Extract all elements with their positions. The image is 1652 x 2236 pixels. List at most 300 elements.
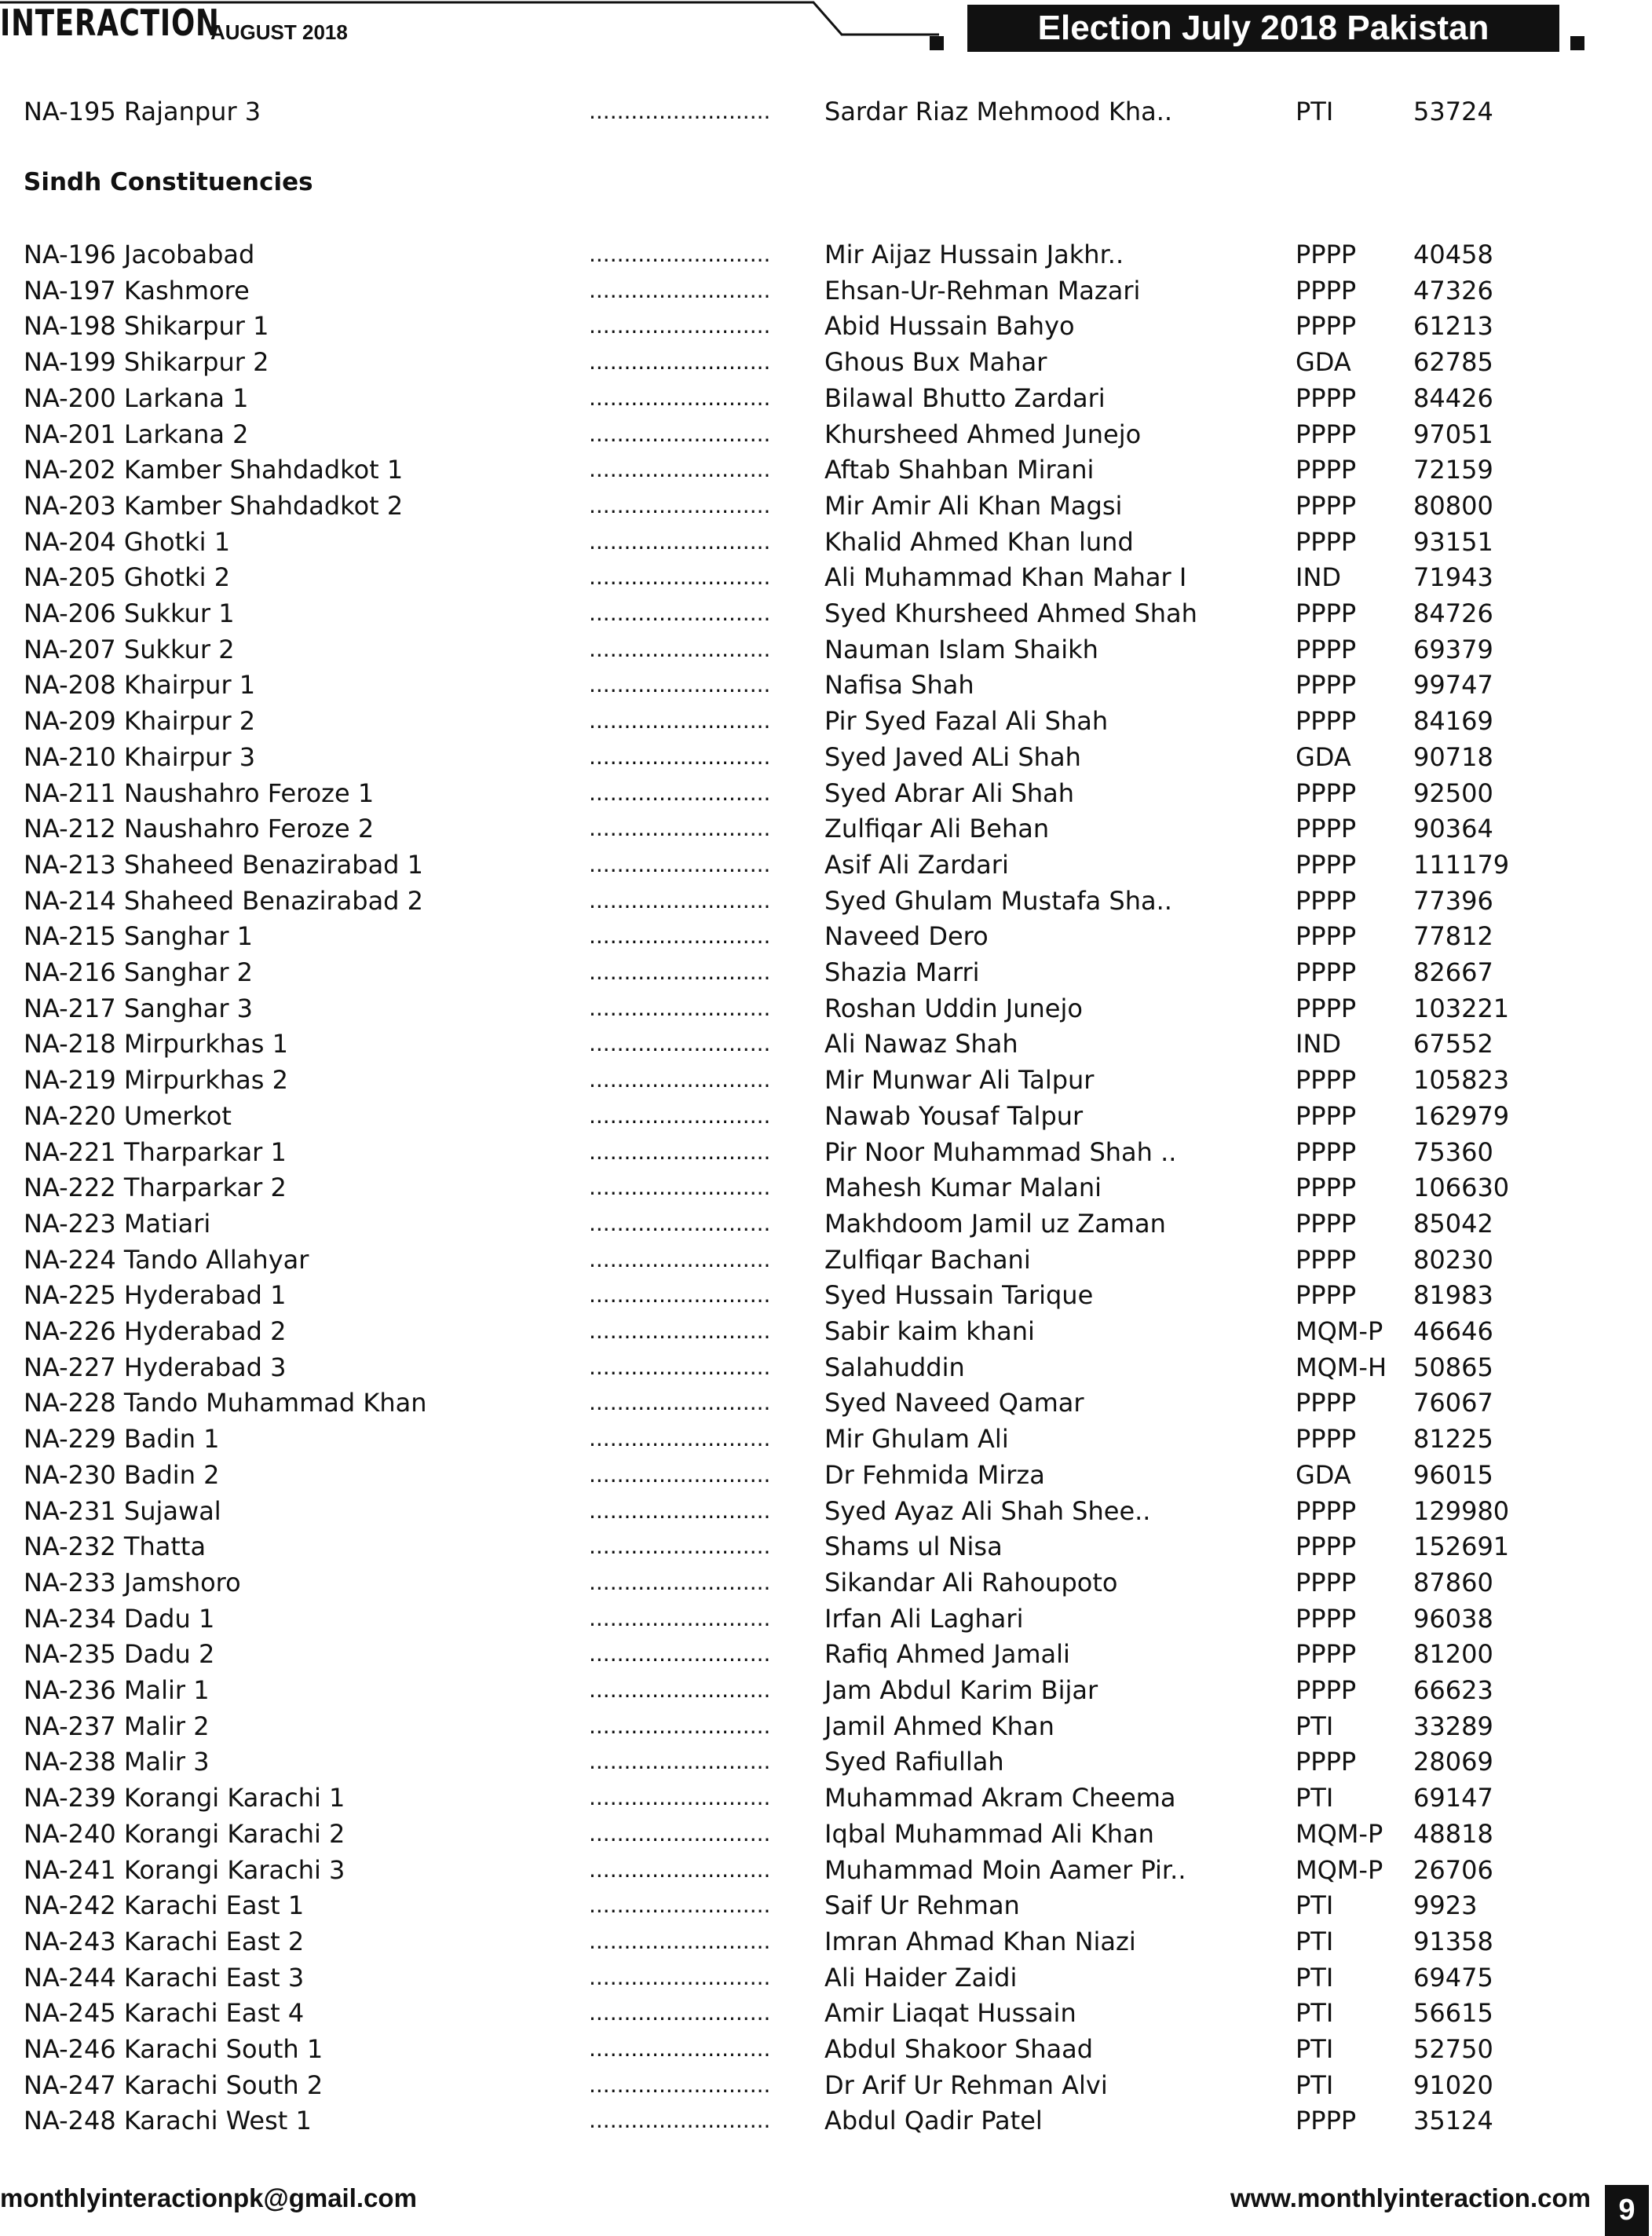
party-cell: MQM-P bbox=[1296, 1316, 1383, 1346]
constituency-cell: NA-243 Karachi East 2 bbox=[24, 1926, 305, 1956]
winner-cell: Abid Hussain Bahyo bbox=[824, 311, 1075, 342]
votes-cell: 35124 bbox=[1413, 2106, 1493, 2136]
winner-cell: Sabir kaim khani bbox=[824, 1316, 1035, 1346]
constituency-cell: NA-240 Korangi Karachi 2 bbox=[24, 1818, 345, 1849]
party-cell: PPPP bbox=[1296, 1532, 1357, 1562]
winner-cell: Shams ul Nisa bbox=[824, 1532, 1003, 1562]
dot-leader: .......................... bbox=[589, 1605, 771, 1631]
party-cell: PPPP bbox=[1296, 1065, 1357, 1096]
constituency-cell: NA-214 Shaheed Benazirabad 2 bbox=[24, 885, 424, 916]
table-row bbox=[0, 1960, 1652, 1995]
dot-leader: .......................... bbox=[589, 2071, 771, 2098]
party-cell: PTI bbox=[1296, 1783, 1334, 1813]
table-row bbox=[0, 1744, 1652, 1779]
votes-cell: 84726 bbox=[1413, 598, 1493, 628]
winner-cell: Mahesh Kumar Malani bbox=[824, 1173, 1102, 1203]
constituency-cell: NA-211 Naushahro Feroze 1 bbox=[24, 778, 375, 808]
table-row bbox=[0, 1601, 1652, 1636]
table-row bbox=[0, 381, 1652, 415]
votes-cell: 90718 bbox=[1413, 741, 1493, 772]
votes-cell: 52750 bbox=[1413, 2034, 1493, 2064]
table-row bbox=[0, 991, 1652, 1026]
votes-cell: 82667 bbox=[1413, 957, 1493, 987]
votes-cell: 96038 bbox=[1413, 1603, 1493, 1634]
constituency-cell: NA-227 Hyderabad 3 bbox=[24, 1352, 287, 1382]
winner-cell: Abdul Shakoor Shaad bbox=[824, 2034, 1094, 2064]
dot-leader: .......................... bbox=[589, 1425, 771, 1452]
dot-leader: .......................... bbox=[589, 923, 771, 950]
table-row bbox=[0, 1422, 1652, 1456]
dot-leader: .......................... bbox=[589, 1318, 771, 1344]
dot-leader: .......................... bbox=[589, 1282, 771, 1308]
party-cell: PPPP bbox=[1296, 455, 1357, 485]
table-row bbox=[0, 2068, 1652, 2102]
dot-leader: .......................... bbox=[589, 815, 771, 842]
winner-cell: Imran Ahmad Khan Niazi bbox=[824, 1926, 1136, 1956]
party-cell: PPPP bbox=[1296, 1388, 1357, 1418]
party-cell: PPPP bbox=[1296, 240, 1357, 269]
dot-leader: .......................... bbox=[589, 1102, 771, 1129]
dot-leader: .......................... bbox=[589, 528, 771, 554]
constituency-cell: NA-215 Sanghar 1 bbox=[24, 921, 254, 952]
votes-cell: 67552 bbox=[1413, 1029, 1493, 1059]
constituency-cell: NA-198 Shikarpur 1 bbox=[24, 311, 269, 342]
dot-leader: .......................... bbox=[589, 1174, 771, 1201]
table-row bbox=[0, 884, 1652, 918]
votes-cell: 48818 bbox=[1413, 1818, 1493, 1849]
table-row bbox=[0, 345, 1652, 379]
table-row bbox=[0, 776, 1652, 811]
constituency-cell: NA-236 Malir 1 bbox=[24, 1675, 210, 1705]
votes-cell: 53724 bbox=[1413, 97, 1493, 126]
votes-cell: 96015 bbox=[1413, 1459, 1493, 1490]
issue-date: AUGUST 2018 bbox=[210, 20, 348, 44]
dot-leader: .......................... bbox=[589, 564, 771, 591]
winner-cell: Asif Ali Zardari bbox=[824, 849, 1009, 880]
dot-leader: .......................... bbox=[589, 887, 771, 913]
dot-leader: .......................... bbox=[589, 959, 771, 985]
section-heading: Sindh Constituencies bbox=[24, 168, 313, 196]
table-row bbox=[0, 2103, 1652, 2138]
table-row bbox=[0, 1817, 1652, 1851]
votes-cell: 69147 bbox=[1413, 1783, 1493, 1813]
dot-leader: .......................... bbox=[589, 1677, 771, 1703]
party-cell: PPPP bbox=[1296, 2106, 1357, 2136]
votes-cell: 85042 bbox=[1413, 1208, 1493, 1239]
party-cell: PPPP bbox=[1296, 526, 1357, 557]
winner-cell: Aftab Shahban Mirani bbox=[824, 455, 1095, 485]
table-row bbox=[0, 1853, 1652, 1887]
winner-cell: Sardar Riaz Mehmood Kha.. bbox=[824, 97, 1173, 126]
party-cell: IND bbox=[1296, 1029, 1342, 1059]
dot-leader: .......................... bbox=[589, 492, 771, 518]
votes-cell: 81200 bbox=[1413, 1639, 1493, 1670]
votes-cell: 84426 bbox=[1413, 382, 1493, 413]
dot-leader: .......................... bbox=[589, 349, 771, 375]
winner-cell: Syed Rafiullah bbox=[824, 1747, 1004, 1777]
footer-website: www.monthlyinteraction.com bbox=[1230, 2183, 1591, 2212]
dot-leader: .......................... bbox=[589, 635, 771, 662]
constituency-cell: NA-225 Hyderabad 1 bbox=[24, 1280, 287, 1311]
table-row bbox=[0, 1170, 1652, 1205]
winner-cell: Mir Munwar Ali Talpur bbox=[824, 1065, 1095, 1096]
constituency-cell: NA-239 Korangi Karachi 1 bbox=[24, 1783, 345, 1813]
winner-cell: Mir Ghulam Ali bbox=[824, 1424, 1009, 1455]
winner-cell: Syed Hussain Tarique bbox=[824, 1280, 1094, 1311]
constituency-cell: NA-218 Mirpurkhas 1 bbox=[24, 1029, 288, 1059]
party-cell: PTI bbox=[1296, 97, 1334, 126]
dot-leader: .......................... bbox=[589, 98, 771, 124]
winner-cell: Syed Ghulam Mustafa Sha.. bbox=[824, 885, 1172, 916]
winner-cell: Nauman Islam Shaikh bbox=[824, 634, 1098, 664]
dot-leader: .......................... bbox=[589, 2000, 771, 2026]
party-cell: PPPP bbox=[1296, 1208, 1357, 1239]
dot-leader: .......................... bbox=[589, 1389, 771, 1416]
party-cell: PPPP bbox=[1296, 814, 1357, 844]
constituency-cell: NA-206 Sukkur 1 bbox=[24, 598, 235, 628]
votes-cell: 69379 bbox=[1413, 634, 1493, 664]
constituency-cell: NA-223 Matiari bbox=[24, 1208, 211, 1239]
table-row bbox=[0, 1242, 1652, 1277]
dot-leader: .......................... bbox=[589, 1353, 771, 1380]
party-cell: PTI bbox=[1296, 1926, 1334, 1956]
page-number: 9 bbox=[1605, 2185, 1649, 2236]
votes-cell: 81225 bbox=[1413, 1424, 1493, 1455]
winner-cell: Khursheed Ahmed Junejo bbox=[824, 419, 1142, 449]
party-cell: PPPP bbox=[1296, 778, 1357, 808]
winner-cell: Mir Amir Ali Khan Magsi bbox=[824, 490, 1123, 521]
constituency-cell: NA-247 Karachi South 2 bbox=[24, 2069, 323, 2100]
table-row bbox=[0, 273, 1652, 308]
party-cell: PPPP bbox=[1296, 634, 1357, 664]
footer-email: monthlyinteractionpk@gmail.com bbox=[0, 2183, 417, 2212]
constituency-cell: NA-207 Sukkur 2 bbox=[24, 634, 235, 664]
party-cell: MQM-P bbox=[1296, 1818, 1383, 1849]
winner-cell: Naveed Dero bbox=[824, 921, 989, 952]
party-cell: GDA bbox=[1296, 1459, 1351, 1490]
votes-cell: 129980 bbox=[1413, 1495, 1510, 1526]
dot-leader: .......................... bbox=[589, 779, 771, 806]
votes-cell: 91358 bbox=[1413, 1926, 1493, 1956]
table-row bbox=[0, 632, 1652, 667]
table-row bbox=[0, 417, 1652, 452]
table-row bbox=[0, 1709, 1652, 1744]
votes-cell: 50865 bbox=[1413, 1352, 1493, 1382]
votes-cell: 80230 bbox=[1413, 1244, 1493, 1275]
party-cell: PTI bbox=[1296, 2034, 1334, 2064]
votes-cell: 28069 bbox=[1413, 1747, 1493, 1777]
constituency-cell: NA-220 Umerkot bbox=[24, 1100, 232, 1131]
dot-leader: .......................... bbox=[589, 1784, 771, 1811]
votes-cell: 91020 bbox=[1413, 2069, 1493, 2100]
table-row bbox=[0, 740, 1652, 774]
party-cell: PPPP bbox=[1296, 1280, 1357, 1311]
votes-cell: 69475 bbox=[1413, 1962, 1493, 1993]
table-row bbox=[0, 1529, 1652, 1564]
winner-cell: Zulfiqar Bachani bbox=[824, 1244, 1031, 1275]
votes-cell: 152691 bbox=[1413, 1532, 1510, 1562]
party-cell: PPPP bbox=[1296, 921, 1357, 952]
winner-cell: Ali Muhammad Khan Mahar I bbox=[824, 562, 1187, 593]
dot-leader: .......................... bbox=[589, 276, 771, 303]
party-cell: PPPP bbox=[1296, 311, 1357, 342]
votes-cell: 162979 bbox=[1413, 1100, 1510, 1131]
constituency-cell: NA-233 Jamshoro bbox=[24, 1567, 241, 1597]
dot-leader: .......................... bbox=[589, 1568, 771, 1595]
winner-cell: Ali Nawaz Shah bbox=[824, 1029, 1018, 1059]
constituency-cell: NA-235 Dadu 2 bbox=[24, 1639, 215, 1670]
votes-cell: 81983 bbox=[1413, 1280, 1493, 1311]
constituency-cell: NA-245 Karachi East 4 bbox=[24, 1998, 305, 2029]
constituency-cell: NA-224 Tando Allahyar bbox=[24, 1244, 309, 1275]
winner-cell: Syed Javed ALi Shah bbox=[824, 741, 1081, 772]
table-row bbox=[0, 1314, 1652, 1349]
winner-cell: Rafiq Ahmed Jamali bbox=[824, 1639, 1070, 1670]
dot-leader: .......................... bbox=[589, 313, 771, 339]
constituency-cell: NA-244 Karachi East 3 bbox=[24, 1962, 305, 1993]
constituency-cell: NA-199 Shikarpur 2 bbox=[24, 347, 269, 378]
party-cell: PTI bbox=[1296, 1998, 1334, 2029]
table-row bbox=[0, 1027, 1652, 1061]
party-cell: PPPP bbox=[1296, 275, 1357, 306]
constituency-cell: NA-208 Khairpur 1 bbox=[24, 670, 256, 701]
votes-cell: 61213 bbox=[1413, 311, 1493, 342]
party-cell: PPPP bbox=[1296, 1100, 1357, 1131]
votes-cell: 33289 bbox=[1413, 1711, 1493, 1741]
party-cell: PPPP bbox=[1296, 1747, 1357, 1777]
party-cell: IND bbox=[1296, 562, 1342, 593]
constituency-cell: NA-197 Kashmore bbox=[24, 275, 250, 306]
dot-leader: .......................... bbox=[589, 1820, 771, 1846]
winner-cell: Nawab Yousaf Talpur bbox=[824, 1100, 1084, 1131]
dot-leader: .......................... bbox=[589, 994, 771, 1021]
party-cell: PPPP bbox=[1296, 1173, 1357, 1203]
constituency-cell: NA-246 Karachi South 1 bbox=[24, 2034, 323, 2064]
party-cell: PPPP bbox=[1296, 419, 1357, 449]
votes-cell: 106630 bbox=[1413, 1173, 1510, 1203]
table-row bbox=[0, 1673, 1652, 1707]
winner-cell: Nafisa Shah bbox=[824, 670, 974, 701]
party-cell: PPPP bbox=[1296, 1639, 1357, 1670]
table-row bbox=[0, 1135, 1652, 1169]
winner-cell: Muhammad Moin Aamer Pir.. bbox=[824, 1854, 1186, 1885]
dot-leader: .......................... bbox=[589, 1138, 771, 1165]
party-cell: PPPP bbox=[1296, 1136, 1357, 1167]
dot-leader: .......................... bbox=[589, 1209, 771, 1236]
winner-cell: Syed Ayaz Ali Shah Shee.. bbox=[824, 1495, 1151, 1526]
votes-cell: 75360 bbox=[1413, 1136, 1493, 1167]
votes-cell: 99747 bbox=[1413, 670, 1493, 701]
table-row bbox=[0, 237, 1652, 272]
winner-cell: Amir Liaqat Hussain bbox=[824, 1998, 1076, 2029]
party-cell: PPPP bbox=[1296, 1244, 1357, 1275]
winner-cell: Roshan Uddin Junejo bbox=[824, 993, 1083, 1023]
votes-cell: 80800 bbox=[1413, 490, 1493, 521]
votes-cell: 111179 bbox=[1413, 849, 1510, 880]
constituency-cell: NA-204 Ghotki 1 bbox=[24, 526, 231, 557]
section-banner: Election July 2018 Pakistan bbox=[967, 5, 1559, 52]
table-row bbox=[0, 1350, 1652, 1385]
winner-cell: Pir Syed Fazal Ali Shah bbox=[824, 706, 1109, 737]
dot-leader: .......................... bbox=[589, 384, 771, 411]
winner-cell: Abdul Qadir Patel bbox=[824, 2106, 1043, 2136]
votes-cell: 9923 bbox=[1413, 1890, 1478, 1921]
party-cell: PPPP bbox=[1296, 885, 1357, 916]
constituency-cell: NA-195 Rajanpur 3 bbox=[24, 97, 261, 126]
table-row bbox=[0, 1278, 1652, 1312]
constituency-cell: NA-213 Shaheed Benazirabad 1 bbox=[24, 849, 424, 880]
party-cell: PPPP bbox=[1296, 490, 1357, 521]
table-row bbox=[0, 1063, 1652, 1097]
votes-cell: 92500 bbox=[1413, 778, 1493, 808]
dot-leader: .......................... bbox=[589, 2036, 771, 2062]
dot-leader: .......................... bbox=[589, 1533, 771, 1560]
dot-leader: .......................... bbox=[589, 420, 771, 447]
constituency-cell: NA-248 Karachi West 1 bbox=[24, 2106, 312, 2136]
party-cell: PTI bbox=[1296, 1890, 1334, 1921]
table-row bbox=[0, 596, 1652, 631]
dot-leader: .......................... bbox=[589, 1067, 771, 1093]
dot-leader: .......................... bbox=[589, 1641, 771, 1667]
constituency-cell: NA-212 Naushahro Feroze 2 bbox=[24, 814, 375, 844]
winner-cell: Irfan Ali Laghari bbox=[824, 1603, 1024, 1634]
constituency-cell: NA-203 Kamber Shahdadkot 2 bbox=[24, 490, 404, 521]
dot-leader: .......................... bbox=[589, 2107, 771, 2134]
dot-leader: .......................... bbox=[589, 1892, 771, 1919]
magazine-title: INTERACTION bbox=[0, 2, 220, 44]
table-row bbox=[0, 452, 1652, 487]
constituency-cell: NA-238 Malir 3 bbox=[24, 1747, 210, 1777]
votes-cell: 46646 bbox=[1413, 1316, 1493, 1346]
party-cell: PPPP bbox=[1296, 849, 1357, 880]
table-row bbox=[0, 1637, 1652, 1671]
table-row bbox=[0, 1458, 1652, 1492]
party-cell: PPPP bbox=[1296, 1567, 1357, 1597]
party-cell: PPPP bbox=[1296, 993, 1357, 1023]
votes-cell: 40458 bbox=[1413, 240, 1493, 269]
party-cell: PTI bbox=[1296, 1711, 1334, 1741]
dot-leader: .......................... bbox=[589, 851, 771, 877]
table-row bbox=[0, 560, 1652, 595]
constituency-cell: NA-196 Jacobabad bbox=[24, 240, 255, 269]
votes-cell: 62785 bbox=[1413, 347, 1493, 378]
party-cell: PPPP bbox=[1296, 706, 1357, 737]
winner-cell: Zulfiqar Ali Behan bbox=[824, 814, 1050, 844]
winner-cell: Bilawal Bhutto Zardari bbox=[824, 382, 1106, 413]
constituency-cell: NA-228 Tando Muhammad Khan bbox=[24, 1388, 427, 1418]
constituency-cell: NA-232 Thatta bbox=[24, 1532, 206, 1562]
winner-cell: Ghous Bux Mahar bbox=[824, 347, 1047, 378]
winner-cell: Syed Abrar Ali Shah bbox=[824, 778, 1075, 808]
party-cell: GDA bbox=[1296, 347, 1351, 378]
party-cell: PPPP bbox=[1296, 1424, 1357, 1455]
winner-cell: Jam Abdul Karim Bijar bbox=[824, 1675, 1098, 1705]
table-row bbox=[0, 525, 1652, 559]
constituency-cell: NA-242 Karachi East 1 bbox=[24, 1890, 305, 1921]
winner-cell: Khalid Ahmed Khan lund bbox=[824, 526, 1134, 557]
votes-cell: 87860 bbox=[1413, 1567, 1493, 1597]
votes-cell: 47326 bbox=[1413, 275, 1493, 306]
dot-leader: .......................... bbox=[589, 708, 771, 734]
votes-cell: 93151 bbox=[1413, 526, 1493, 557]
dot-leader: .......................... bbox=[589, 743, 771, 770]
winner-cell: Mir Aijaz Hussain Jakhr.. bbox=[824, 240, 1124, 269]
dot-leader: .......................... bbox=[589, 1461, 771, 1488]
votes-cell: 77812 bbox=[1413, 921, 1493, 952]
votes-cell: 84169 bbox=[1413, 706, 1493, 737]
table-row bbox=[0, 1780, 1652, 1815]
constituency-cell: NA-231 Sujawal bbox=[24, 1495, 221, 1526]
winner-cell: Ehsan-Ur-Rehman Mazari bbox=[824, 275, 1141, 306]
dot-leader: .......................... bbox=[589, 1246, 771, 1272]
constituency-cell: NA-217 Sanghar 3 bbox=[24, 993, 254, 1023]
constituency-cell: NA-209 Khairpur 2 bbox=[24, 706, 256, 737]
party-cell: PPPP bbox=[1296, 957, 1357, 987]
constituency-cell: NA-241 Korangi Karachi 3 bbox=[24, 1854, 345, 1885]
dot-leader: .......................... bbox=[589, 1712, 771, 1739]
dot-leader: .......................... bbox=[589, 1030, 771, 1057]
table-row bbox=[0, 811, 1652, 846]
winner-cell: Jamil Ahmed Khan bbox=[824, 1711, 1054, 1741]
votes-cell: 76067 bbox=[1413, 1388, 1493, 1418]
table-row bbox=[0, 94, 1652, 129]
winner-cell: Muhammad Akram Cheema bbox=[824, 1783, 1176, 1813]
winner-cell: Syed Naveed Qamar bbox=[824, 1388, 1084, 1418]
party-cell: MQM-H bbox=[1296, 1352, 1387, 1382]
votes-cell: 97051 bbox=[1413, 419, 1493, 449]
party-cell: PPPP bbox=[1296, 1603, 1357, 1634]
table-row bbox=[0, 955, 1652, 990]
dot-leader: .......................... bbox=[589, 672, 771, 698]
constituency-cell: NA-222 Tharparkar 2 bbox=[24, 1173, 287, 1203]
table-row bbox=[0, 1206, 1652, 1241]
table-row bbox=[0, 2032, 1652, 2066]
votes-cell: 56615 bbox=[1413, 1998, 1493, 2029]
table-row bbox=[0, 309, 1652, 343]
votes-cell: 90364 bbox=[1413, 814, 1493, 844]
table-row bbox=[0, 1565, 1652, 1600]
table-row bbox=[0, 1494, 1652, 1528]
table-row bbox=[0, 1888, 1652, 1923]
party-cell: MQM-P bbox=[1296, 1854, 1383, 1885]
party-cell: PPPP bbox=[1296, 1675, 1357, 1705]
table-row bbox=[0, 489, 1652, 523]
table-row bbox=[0, 1385, 1652, 1420]
party-cell: PPPP bbox=[1296, 1495, 1357, 1526]
table-row bbox=[0, 668, 1652, 702]
constituency-cell: NA-219 Mirpurkhas 2 bbox=[24, 1065, 288, 1096]
winner-cell: Ali Haider Zaidi bbox=[824, 1962, 1018, 1993]
constituency-cell: NA-229 Badin 1 bbox=[24, 1424, 220, 1455]
winner-cell: Dr Arif Ur Rehman Alvi bbox=[824, 2069, 1108, 2100]
dot-leader: .......................... bbox=[589, 1927, 771, 1954]
winner-cell: Shazia Marri bbox=[824, 957, 980, 987]
party-cell: PTI bbox=[1296, 1962, 1334, 1993]
constituency-cell: NA-201 Larkana 2 bbox=[24, 419, 249, 449]
votes-cell: 103221 bbox=[1413, 993, 1510, 1023]
votes-cell: 66623 bbox=[1413, 1675, 1493, 1705]
dot-leader: .......................... bbox=[589, 456, 771, 483]
party-cell: PPPP bbox=[1296, 598, 1357, 628]
party-cell: PPPP bbox=[1296, 382, 1357, 413]
table-row bbox=[0, 1996, 1652, 2030]
votes-cell: 26706 bbox=[1413, 1854, 1493, 1885]
constituency-cell: NA-202 Kamber Shahdadkot 1 bbox=[24, 455, 404, 485]
table-row bbox=[0, 1099, 1652, 1133]
winner-cell: Makhdoom Jamil uz Zaman bbox=[824, 1208, 1166, 1239]
winner-cell: Saif Ur Rehman bbox=[824, 1890, 1020, 1921]
dot-leader: .......................... bbox=[589, 1963, 771, 1990]
